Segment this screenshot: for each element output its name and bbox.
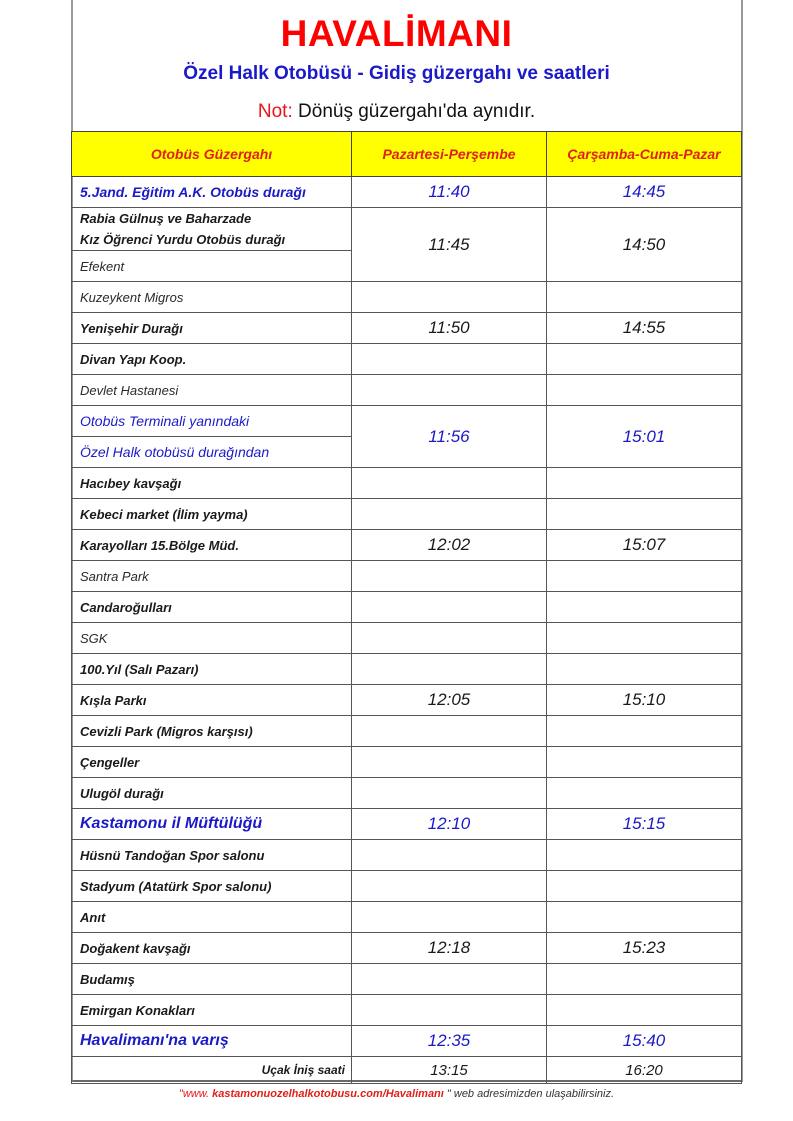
time-mon-thu: 12:35: [352, 1026, 547, 1057]
time-mon-thu: 11:40: [352, 177, 547, 208]
table-row: [72, 902, 742, 933]
time-mon-thu: [352, 375, 547, 406]
landing-time-wed-fri-sun: 16:20: [547, 1057, 742, 1084]
time-mon-thu: [352, 561, 547, 592]
website-link[interactable]: kastamonuozelhalkotobusu.com/Havalimanı: [209, 1088, 444, 1100]
time-wed-fri-sun: [547, 747, 742, 778]
time-wed-fri-sun: [547, 282, 742, 313]
stop-name: [72, 208, 352, 251]
table-row: [72, 685, 742, 716]
time-wed-fri-sun: [547, 902, 742, 933]
time-wed-fri-sun: [547, 499, 742, 530]
time-wed-fri-sun: [547, 964, 742, 995]
time-wed-fri-sun: 15:40: [547, 1026, 742, 1057]
stop-name: Kebeci market (İlim yayma): [72, 499, 352, 530]
table-row: [72, 344, 742, 375]
time-mon-thu: [352, 654, 547, 685]
table-row: [72, 468, 742, 499]
column-header-wed-fri-sun: Çarşamba-Cuma-Pazar: [547, 132, 742, 177]
stop-name: Efekent: [72, 251, 352, 282]
time-wed-fri-sun: [547, 468, 742, 499]
table-row: [72, 809, 742, 840]
stop-name: Hüsnü Tandoğan Spor salonu: [72, 840, 352, 871]
time-mon-thu: [352, 282, 547, 313]
landing-time-row: [72, 1057, 742, 1084]
time-mon-thu: [352, 840, 547, 871]
schedule-table: [71, 131, 742, 1084]
time-wed-fri-sun: [547, 716, 742, 747]
stop-name: 100.Yıl (Salı Pazarı): [72, 654, 352, 685]
table-header-row: [72, 132, 742, 177]
page-subtitle: Özel Halk Otobüsü - Gidiş güzergahı ve saatleri: [183, 63, 610, 84]
time-mon-thu: [352, 623, 547, 654]
stop-name: Stadyum (Atatürk Spor salonu): [72, 871, 352, 902]
time-mon-thu: 11:50: [352, 313, 547, 344]
time-wed-fri-sun: [547, 375, 742, 406]
time-mon-thu: [352, 778, 547, 809]
website-footer: [0, 1088, 793, 1100]
time-mon-thu: 12:18: [352, 933, 547, 964]
table-row: [72, 778, 742, 809]
stop-name: Divan Yapı Koop.: [72, 344, 352, 375]
time-wed-fri-sun: [547, 561, 742, 592]
table-row: [72, 313, 742, 344]
table-row: [72, 654, 742, 685]
time-mon-thu: [352, 592, 547, 623]
footer-close-quote: ": [443, 1088, 451, 1100]
time-wed-fri-sun: [547, 871, 742, 902]
table-row: [72, 530, 742, 561]
time-wed-fri-sun: [547, 778, 742, 809]
landing-time-label: Uçak İniş saati: [72, 1057, 352, 1084]
stop-name: Özel Halk otobüsü durağından: [72, 437, 352, 468]
stop-name: Karayolları 15.Bölge Müd.: [72, 530, 352, 561]
time-wed-fri-sun: [547, 995, 742, 1026]
stop-name: 5.Jand. Eğitim A.K. Otobüs durağı: [72, 177, 352, 208]
stop-name: Devlet Hastanesi: [72, 375, 352, 406]
column-header-mon-thu: Pazartesi-Perşembe: [352, 132, 547, 177]
time-wed-fri-sun: [547, 344, 742, 375]
landing-time-mon-thu: 13:15: [352, 1057, 547, 1084]
table-row: [72, 177, 742, 208]
table-row: [72, 933, 742, 964]
time-wed-fri-sun: 15:07: [547, 530, 742, 561]
stop-name: Santra Park: [72, 561, 352, 592]
stop-name: Havalimanı'na varış: [72, 1026, 352, 1057]
time-mon-thu: 11:45: [352, 208, 547, 282]
table-row: [72, 623, 742, 654]
footer-text: web adresimizden ulaşabilirsiniz.: [450, 1088, 615, 1100]
time-mon-thu: 12:10: [352, 809, 547, 840]
time-wed-fri-sun: 14:55: [547, 313, 742, 344]
stop-name: Ulugöl durağı: [72, 778, 352, 809]
time-wed-fri-sun: 15:10: [547, 685, 742, 716]
time-wed-fri-sun: 15:15: [547, 809, 742, 840]
time-mon-thu: 11:56: [352, 406, 547, 468]
time-wed-fri-sun: [547, 623, 742, 654]
time-mon-thu: 12:05: [352, 685, 547, 716]
time-mon-thu: [352, 995, 547, 1026]
return-route-note: [0, 99, 793, 125]
time-wed-fri-sun: [547, 592, 742, 623]
table-row: [72, 406, 742, 437]
stop-name: Çengeller: [72, 747, 352, 778]
stop-name: Yenişehir Durağı: [72, 313, 352, 344]
table-row: [72, 592, 742, 623]
footer-www: www.: [182, 1088, 210, 1100]
time-wed-fri-sun: [547, 840, 742, 871]
stop-name-line-2: Kız Öğrenci Yurdu Otobüs durağı: [80, 232, 286, 247]
stop-name: Cevizli Park (Migros karşısı): [72, 716, 352, 747]
table-row: [72, 1026, 742, 1057]
time-mon-thu: [352, 468, 547, 499]
table-row: [72, 840, 742, 871]
time-mon-thu: [352, 964, 547, 995]
stop-name: Kışla Parkı: [72, 685, 352, 716]
stop-name: Kastamonu il Müftülüğü: [72, 809, 352, 840]
table-row: [72, 871, 742, 902]
table-row: [72, 375, 742, 406]
time-mon-thu: 12:02: [352, 530, 547, 561]
note-label: Not:: [257, 101, 293, 122]
stop-name: Kuzeykent Migros: [72, 282, 352, 313]
stop-name: Candaroğulları: [72, 592, 352, 623]
time-mon-thu: [352, 747, 547, 778]
column-header-route: Otobüs Güzergahı: [72, 132, 352, 177]
table-row: [72, 995, 742, 1026]
stop-name: Doğakent kavşağı: [72, 933, 352, 964]
table-row: [72, 964, 742, 995]
table-row: [72, 747, 742, 778]
table-row: [72, 716, 742, 747]
time-wed-fri-sun: [547, 654, 742, 685]
time-wed-fri-sun: 15:23: [547, 933, 742, 964]
time-mon-thu: [352, 344, 547, 375]
table-row: [72, 282, 742, 313]
stop-name: SGK: [72, 623, 352, 654]
footer-open-quote: ": [178, 1088, 183, 1100]
stop-name: Anıt: [72, 902, 352, 933]
stop-name: Otobüs Terminali yanındaki: [72, 406, 352, 437]
stop-name: Emirgan Konakları: [72, 995, 352, 1026]
time-wed-fri-sun: 15:01: [547, 406, 742, 468]
stop-name: Hacıbey kavşağı: [72, 468, 352, 499]
table-row: [72, 499, 742, 530]
page-title: HAVALİMANI: [280, 13, 513, 54]
time-mon-thu: [352, 902, 547, 933]
time-mon-thu: [352, 716, 547, 747]
note-text: Dönüş güzergahı'da aynıdır.: [292, 101, 536, 122]
time-mon-thu: [352, 871, 547, 902]
table-row: [72, 561, 742, 592]
time-mon-thu: [352, 499, 547, 530]
time-wed-fri-sun: 14:45: [547, 177, 742, 208]
stop-name-line-1: Rabia Gülnuş ve Baharzade: [80, 211, 252, 226]
time-wed-fri-sun: 14:50: [547, 208, 742, 282]
stop-name: Budamış: [72, 964, 352, 995]
table-row: [72, 208, 742, 251]
